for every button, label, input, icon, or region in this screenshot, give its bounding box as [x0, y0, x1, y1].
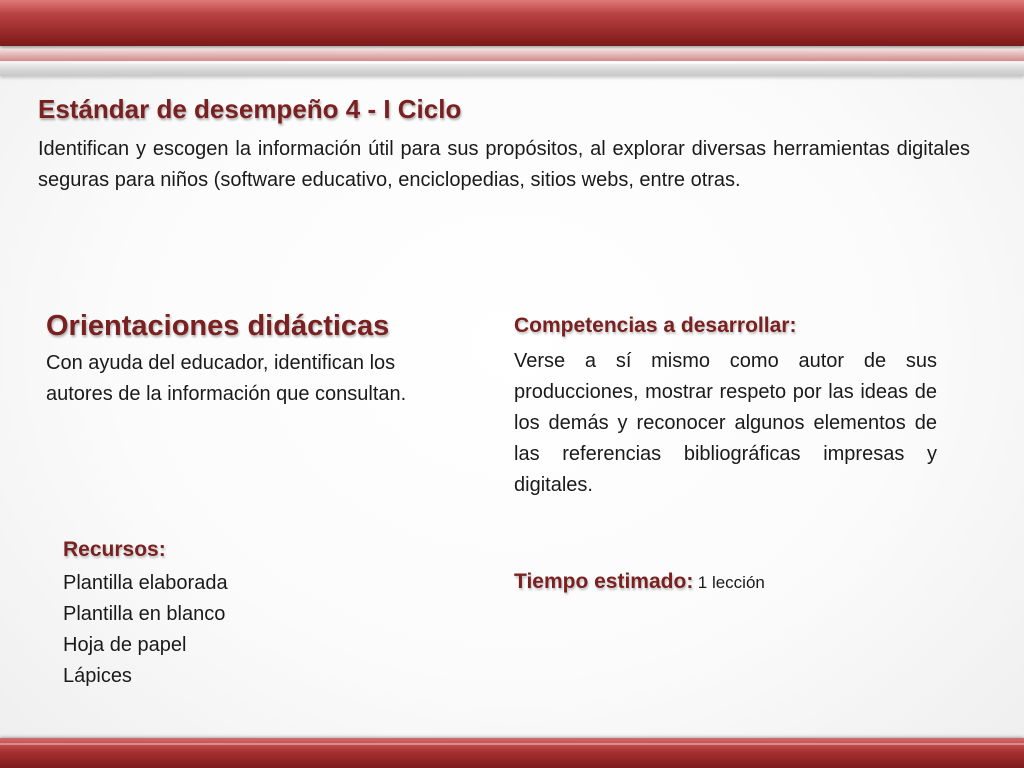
bottom-decorative-band [0, 738, 1024, 768]
estandar-title: Estándar de desempeño 4 - I Ciclo [38, 94, 462, 124]
recursos-item: Lápices [63, 665, 132, 687]
tiempo-estimado [514, 570, 765, 594]
recursos-list [63, 568, 228, 692]
orientaciones-title: Orientaciones didácticas [46, 310, 390, 342]
estandar-body: Identifican y escogen la información útil para sus propósitos, al explorar diversas herramientas digitales seguras para niños (software educativo, enciclopedias, sitios webs, entre otras. [38, 138, 970, 191]
recursos-title: Recursos: [63, 538, 166, 561]
competencias-body: Verse a sí mismo como autor de sus producciones, mostrar respeto por las ideas de los demás y reconocer algunos elementos de las referencias bibliográficas impresas y digitales. [514, 350, 937, 496]
top-decorative-stripe [0, 49, 1024, 61]
recursos-item: Plantilla elaborada [63, 572, 228, 594]
top-decorative-stripe-gray [0, 64, 1024, 76]
orientaciones-body: Con ayuda del educador, identifican los autores de la información que consultan. [46, 352, 407, 405]
tiempo-value: 1 lección [697, 573, 765, 592]
recursos-item: Hoja de papel [63, 634, 187, 656]
competencias-title: Competencias a desarrollar: [514, 314, 797, 337]
tiempo-label: Tiempo estimado: [514, 570, 694, 593]
top-decorative-band [0, 0, 1024, 46]
recursos-item: Plantilla en blanco [63, 603, 226, 625]
